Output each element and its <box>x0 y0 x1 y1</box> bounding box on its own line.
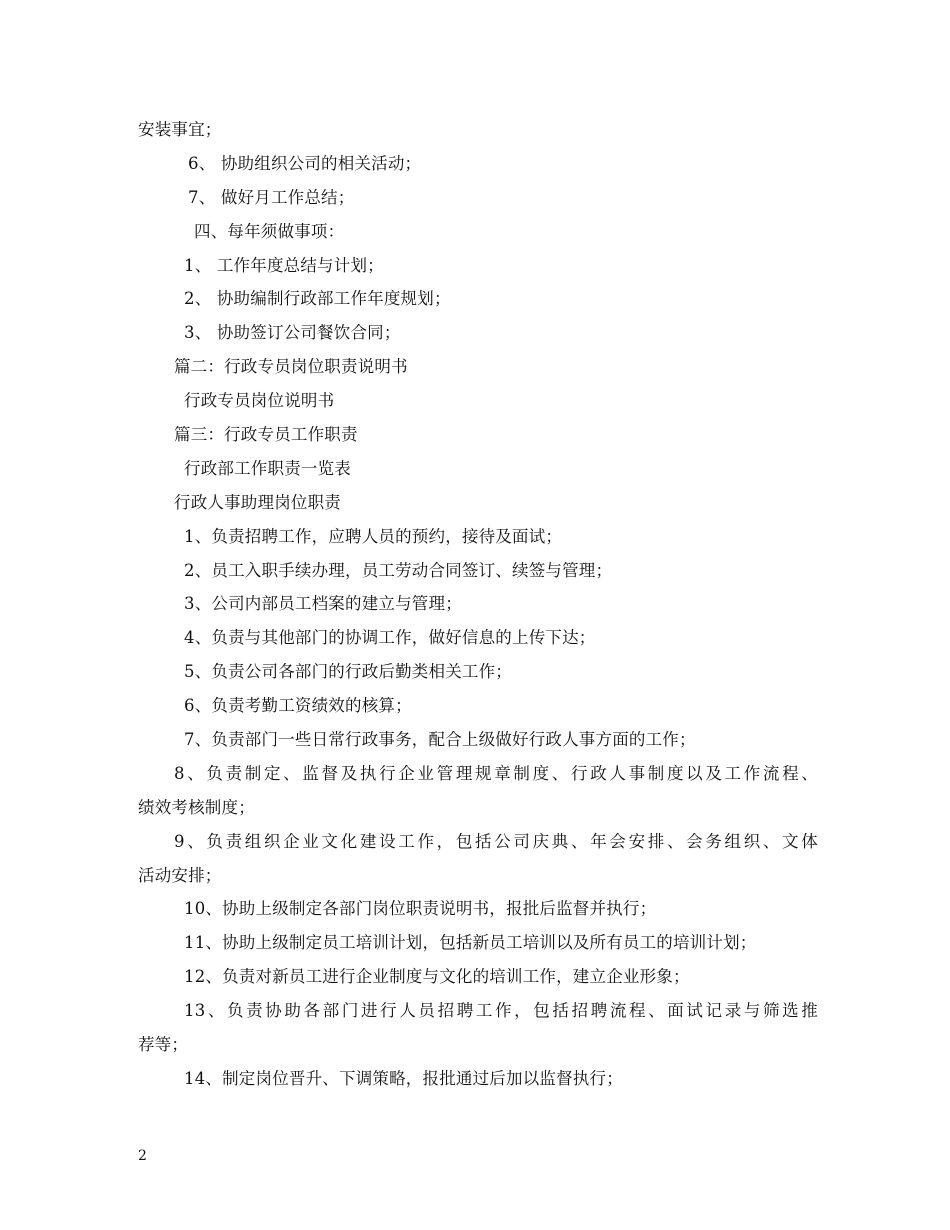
duty-item-5: 5、负责公司各部门的行政后勤类相关工作； <box>184 662 512 682</box>
duty-item-12: 12、负责对新员工进行企业制度与文化的培训工作，建立企业形象； <box>184 967 690 987</box>
text-line-6: 2、 协助编制行政部工作年度规划； <box>184 289 451 309</box>
duty-item-8-continued: 绩效考核制度； <box>138 797 255 817</box>
section-heading-annual: 四、每年须做事项： <box>194 221 345 241</box>
duty-item-11: 11、协助上级制定员工培训计划，包括新员工培训以及所有员工的培训计划； <box>184 933 757 953</box>
duty-item-9: 9、负责组织企业文化建设工作，包括公司庆典、年会安排、会务组织、文体 <box>174 831 818 851</box>
text-line-2: 6、 协助组织公司的相关活动； <box>188 153 422 173</box>
subheading-responsibility-table: 行政部工作职责一览表 <box>184 458 351 478</box>
duty-item-14: 14、制定岗位晋升、下调策略，报批通过后加以监督执行； <box>184 1068 623 1088</box>
document-body <box>138 113 818 1096</box>
subheading-job-description: 行政专员岗位说明书 <box>184 391 335 411</box>
chapter-heading-2: 篇二：行政专员岗位职责说明书 <box>174 357 408 377</box>
duty-item-7: 7、负责部门一些日常行政事务，配合上级做好行政人事方面的工作； <box>184 730 696 750</box>
text-line-5: 1、 工作年度总结与计划； <box>184 255 384 275</box>
duty-item-9-continued: 活动安排； <box>138 865 222 885</box>
duty-item-13: 13、负责协助各部门进行人员招聘工作，包括招聘流程、面试记录与筛选推 <box>184 1001 818 1021</box>
text-line-7: 3、 协助签订公司餐饮合同； <box>184 323 401 343</box>
duty-item-2: 2、员工入职手续办理，员工劳动合同签订、续签与管理； <box>184 560 613 580</box>
text-line-3: 7、 做好月工作总结； <box>188 187 355 207</box>
page-number: 2 <box>138 1148 147 1164</box>
text-line-1: 安装事宜； <box>138 120 222 139</box>
duty-item-8: 8、负责制定、监督及执行企业管理规章制度、行政人事制度以及工作流程、 <box>174 763 818 783</box>
duty-item-1: 1、负责招聘工作，应聘人员的预约，接待及面试； <box>184 526 563 546</box>
duty-item-10: 10、协助上级制定各部门岗位职责说明书，报批后监督并执行； <box>184 899 657 919</box>
chapter-heading-3: 篇三：行政专员工作职责 <box>174 425 358 445</box>
subheading-hr-assistant: 行政人事助理岗位职责 <box>174 492 341 512</box>
duty-item-4: 4、负责与其他部门的协调工作，做好信息的上传下达； <box>184 628 596 648</box>
duty-item-13-continued: 荐等； <box>138 1035 189 1055</box>
duty-item-6: 6、负责考勤工资绩效的核算； <box>184 696 412 716</box>
duty-item-3: 3、公司内部员工档案的建立与管理； <box>184 594 462 614</box>
